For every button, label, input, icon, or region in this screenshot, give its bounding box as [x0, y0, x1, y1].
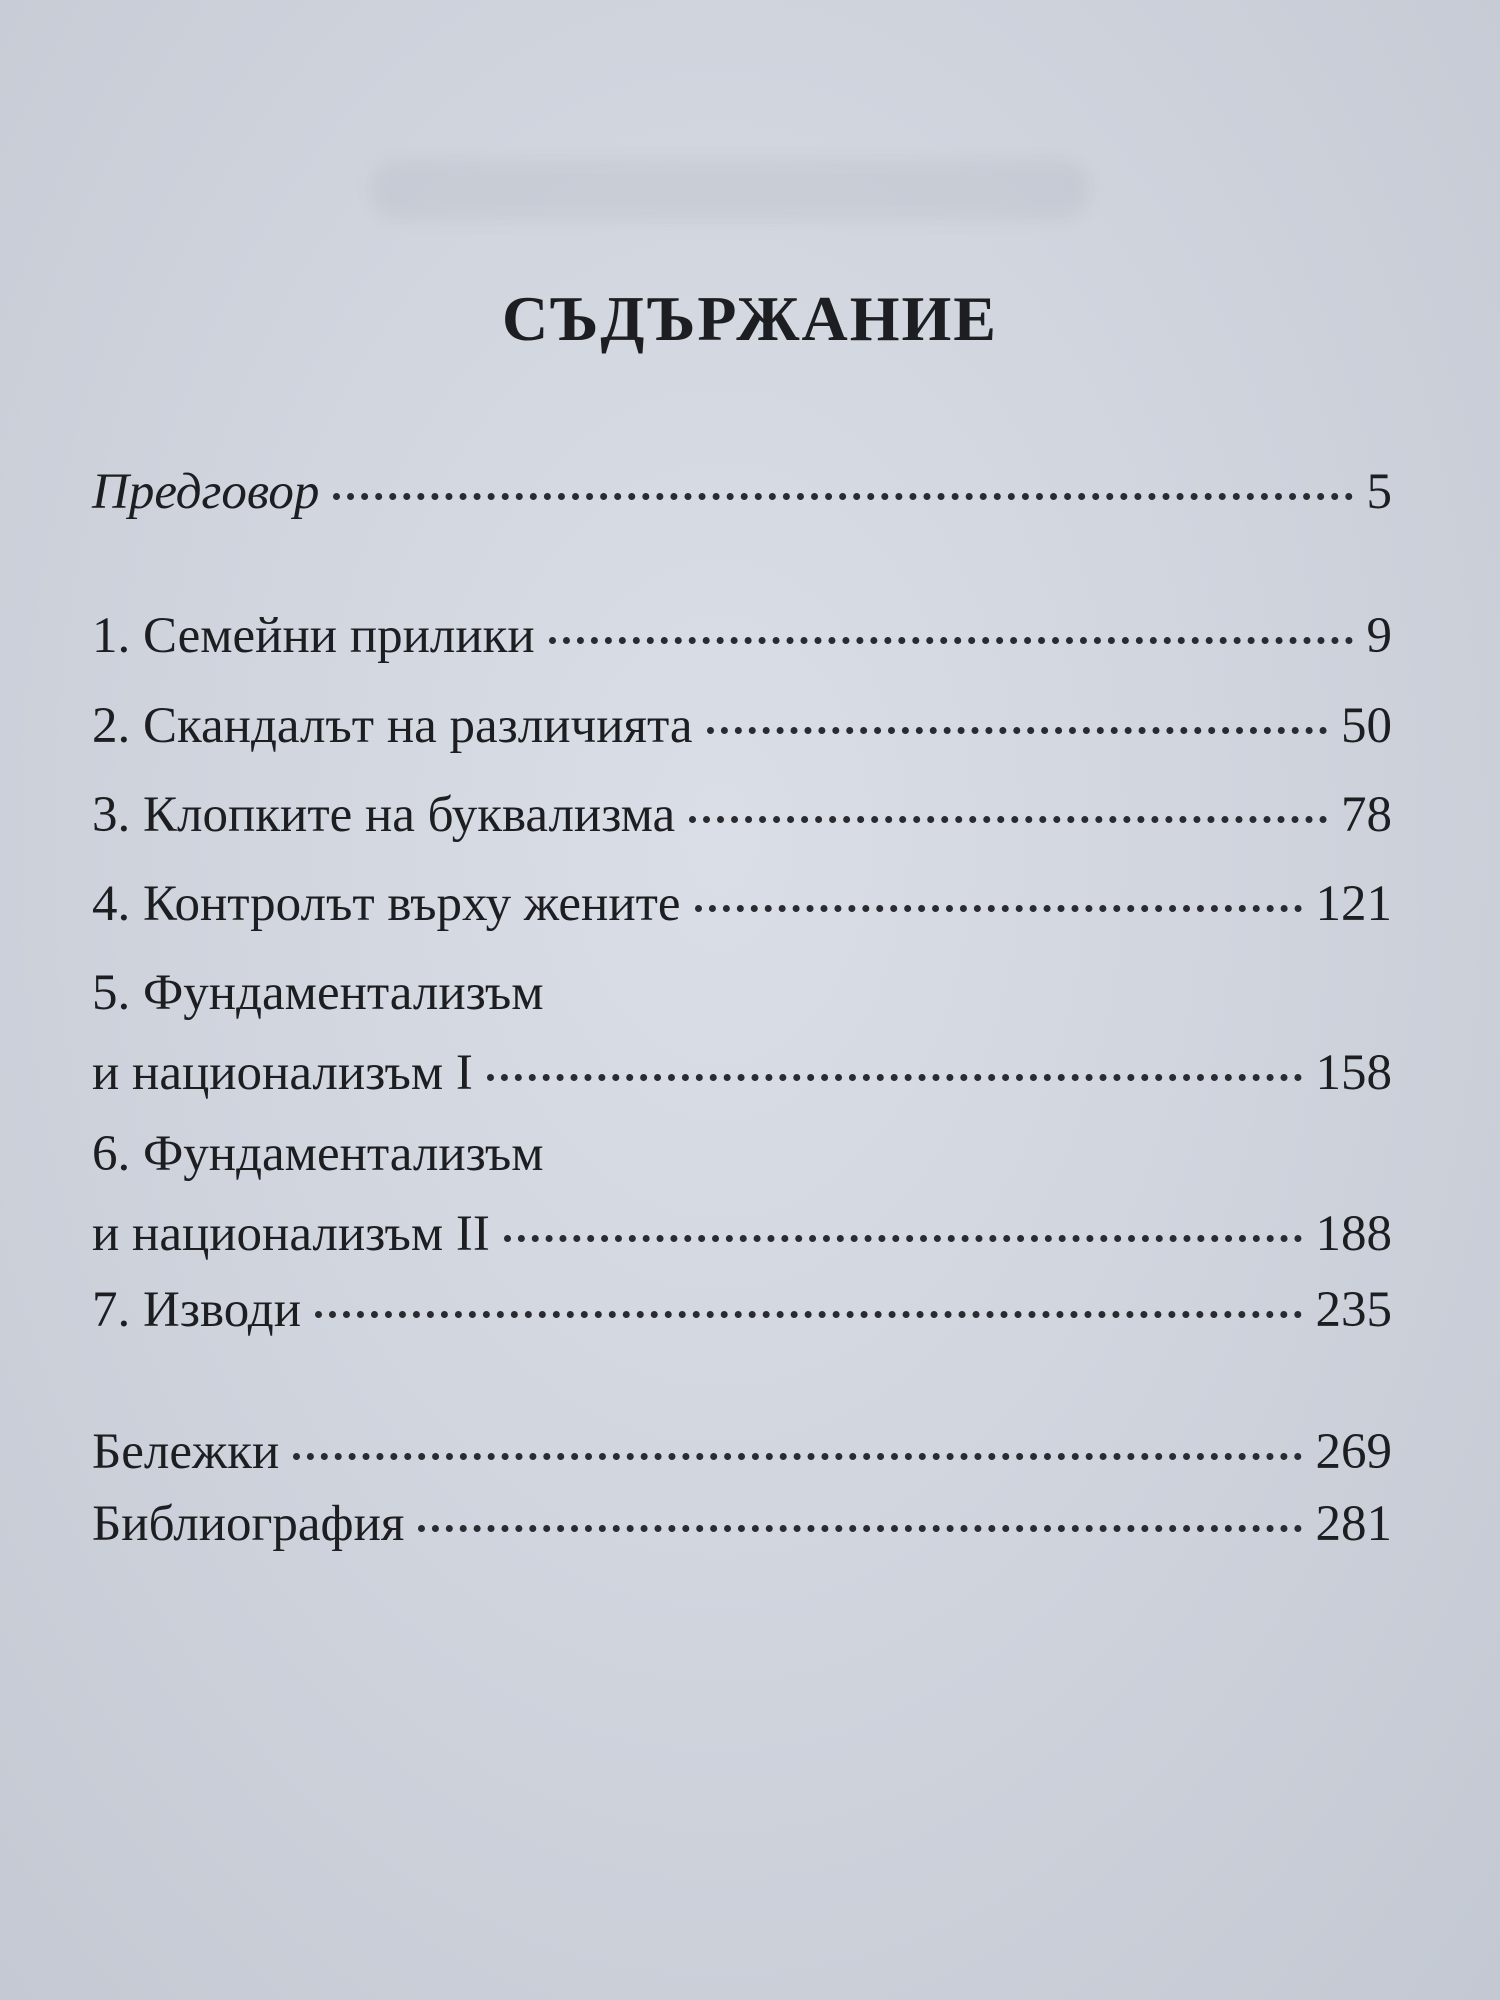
toc-entry-label: 7. Изводи — [92, 1282, 301, 1338]
dot-leader — [293, 1453, 1301, 1460]
toc-entry-label-line2: и национализъм I — [92, 1045, 473, 1101]
toc-entry-chapter-1 — [92, 596, 1392, 676]
dot-leader — [549, 637, 1353, 644]
dot-leader — [333, 493, 1352, 500]
toc-entry-chapter-4 — [92, 864, 1392, 944]
toc-entry-notes — [92, 1412, 1392, 1492]
toc-entry-page: 281 — [1315, 1496, 1392, 1552]
toc-entry-label: 4. Контролът върху жените — [92, 876, 681, 932]
toc-entry-page: 9 — [1366, 608, 1392, 664]
toc-entry-bibliography — [92, 1484, 1392, 1564]
toc-entry-label: Предговор — [92, 464, 320, 520]
toc-entry-chapter-6 — [92, 1114, 1392, 1274]
toc-entry-chapter-2 — [92, 686, 1392, 766]
toc-entry-label-line1: 5. Фундаментализъм — [92, 965, 544, 1021]
toc-entry-label-line2: и национализъм II — [92, 1206, 490, 1262]
dot-leader — [504, 1235, 1302, 1242]
toc-entry-label: 1. Семейни прилики — [92, 608, 535, 664]
toc-entry-preface — [92, 452, 1392, 532]
toc-entry-page: 5 — [1366, 464, 1392, 520]
dot-leader — [418, 1525, 1301, 1532]
toc-entry-page: 121 — [1315, 876, 1392, 932]
toc-entry-page: 50 — [1341, 698, 1392, 754]
toc-entry-chapter-7 — [92, 1270, 1392, 1350]
toc-entry-page: 158 — [1315, 1045, 1392, 1101]
toc-entry-label: Библиография — [92, 1496, 405, 1552]
toc-entry-label: 2. Скандалът на различията — [92, 698, 693, 754]
toc-entry-label: Бележки — [92, 1424, 280, 1480]
dot-leader — [707, 727, 1328, 734]
toc-entry-label: 3. Клопките на буквализма — [92, 787, 676, 843]
page-title: СЪДЪРЖАНИЕ — [502, 283, 998, 354]
dot-leader — [487, 1074, 1302, 1081]
toc-entry-page: 269 — [1315, 1424, 1392, 1480]
toc-entry-chapter-3 — [92, 775, 1392, 855]
toc-entry-label-line1: 6. Фундаментализъм — [92, 1126, 544, 1182]
toc-entry-chapter-5 — [92, 953, 1392, 1113]
toc-entry-page: 188 — [1315, 1206, 1392, 1262]
dot-leader — [689, 816, 1327, 823]
bleed-through-shadow — [370, 160, 1090, 220]
toc-entry-page: 235 — [1315, 1282, 1392, 1338]
dot-leader — [695, 905, 1302, 912]
toc-entry-page: 78 — [1341, 787, 1392, 843]
dot-leader — [315, 1311, 1302, 1318]
